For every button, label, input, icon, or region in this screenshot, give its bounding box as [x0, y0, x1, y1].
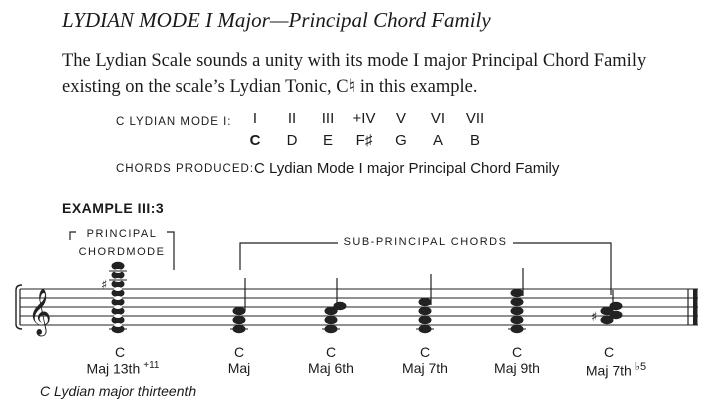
section-title: LYDIAN MODE I Major—Principal Chord Family [62, 8, 491, 32]
degree-roman: V [395, 110, 406, 127]
degree-note: B [469, 132, 480, 149]
degree-note: D [286, 132, 298, 149]
chord-root: C [233, 344, 245, 360]
svg-text:♯: ♯ [101, 278, 108, 293]
degree-roman: VII [465, 110, 485, 127]
degree-note: C [249, 132, 261, 149]
chord-root: C [603, 344, 615, 360]
chord-root: C [511, 344, 523, 360]
sub-principal-bracket [240, 243, 611, 295]
principal-label: PRINCIPAL [86, 228, 158, 240]
example-label: EXAMPLE III:3 [62, 200, 165, 216]
degree-note: A [432, 132, 443, 149]
chord-maj7 [416, 274, 434, 333]
chord-quality: Maj 9th [494, 360, 540, 376]
degree-roman: III [321, 110, 335, 127]
chord-quality: Maj 6th [308, 360, 354, 376]
principal-label-line2: CHORDMODE [78, 246, 166, 258]
intro-paragraph: The Lydian Scale sounds a unity with its mode I major Principal Chord Family existing on the scale’s Lydian Tonic, C♮ in this example. [62, 51, 647, 97]
treble-clef-icon: 𝄞 [28, 289, 52, 335]
chord-root: C [114, 344, 126, 360]
chord-maj9 [508, 268, 526, 333]
chord-quality: Maj 7th [402, 360, 448, 376]
chord-quality: Maj [227, 360, 251, 376]
degree-note: F♯ [355, 132, 373, 149]
degree-roman: II [287, 110, 297, 127]
degree-roman: I [252, 110, 258, 127]
degree-roman: +IV [352, 110, 376, 127]
chord-root: C [419, 344, 431, 360]
svg-text:♯: ♯ [591, 310, 598, 325]
mode-label: C LYDIAN MODE I: [116, 116, 232, 128]
degree-note: G [395, 132, 407, 149]
chord-quality: Maj 7th $^{♭5}$ [585, 361, 647, 379]
chords-produced-label: CHORDS PRODUCED: [116, 163, 255, 175]
degree-roman: VI [430, 110, 446, 127]
sub-principal-label: SUB-PRINCIPAL CHORDS [343, 236, 508, 248]
chord-root: C [325, 344, 337, 360]
final-barline-thick [693, 289, 698, 325]
figure-caption: C Lydian major thirteenth [40, 383, 197, 399]
chords-produced-value: C Lydian Mode I major Principal Chord Family [254, 160, 560, 177]
chord-quality: Maj 13th $^{+11}$ [86, 360, 160, 377]
degree-note: E [322, 132, 333, 149]
